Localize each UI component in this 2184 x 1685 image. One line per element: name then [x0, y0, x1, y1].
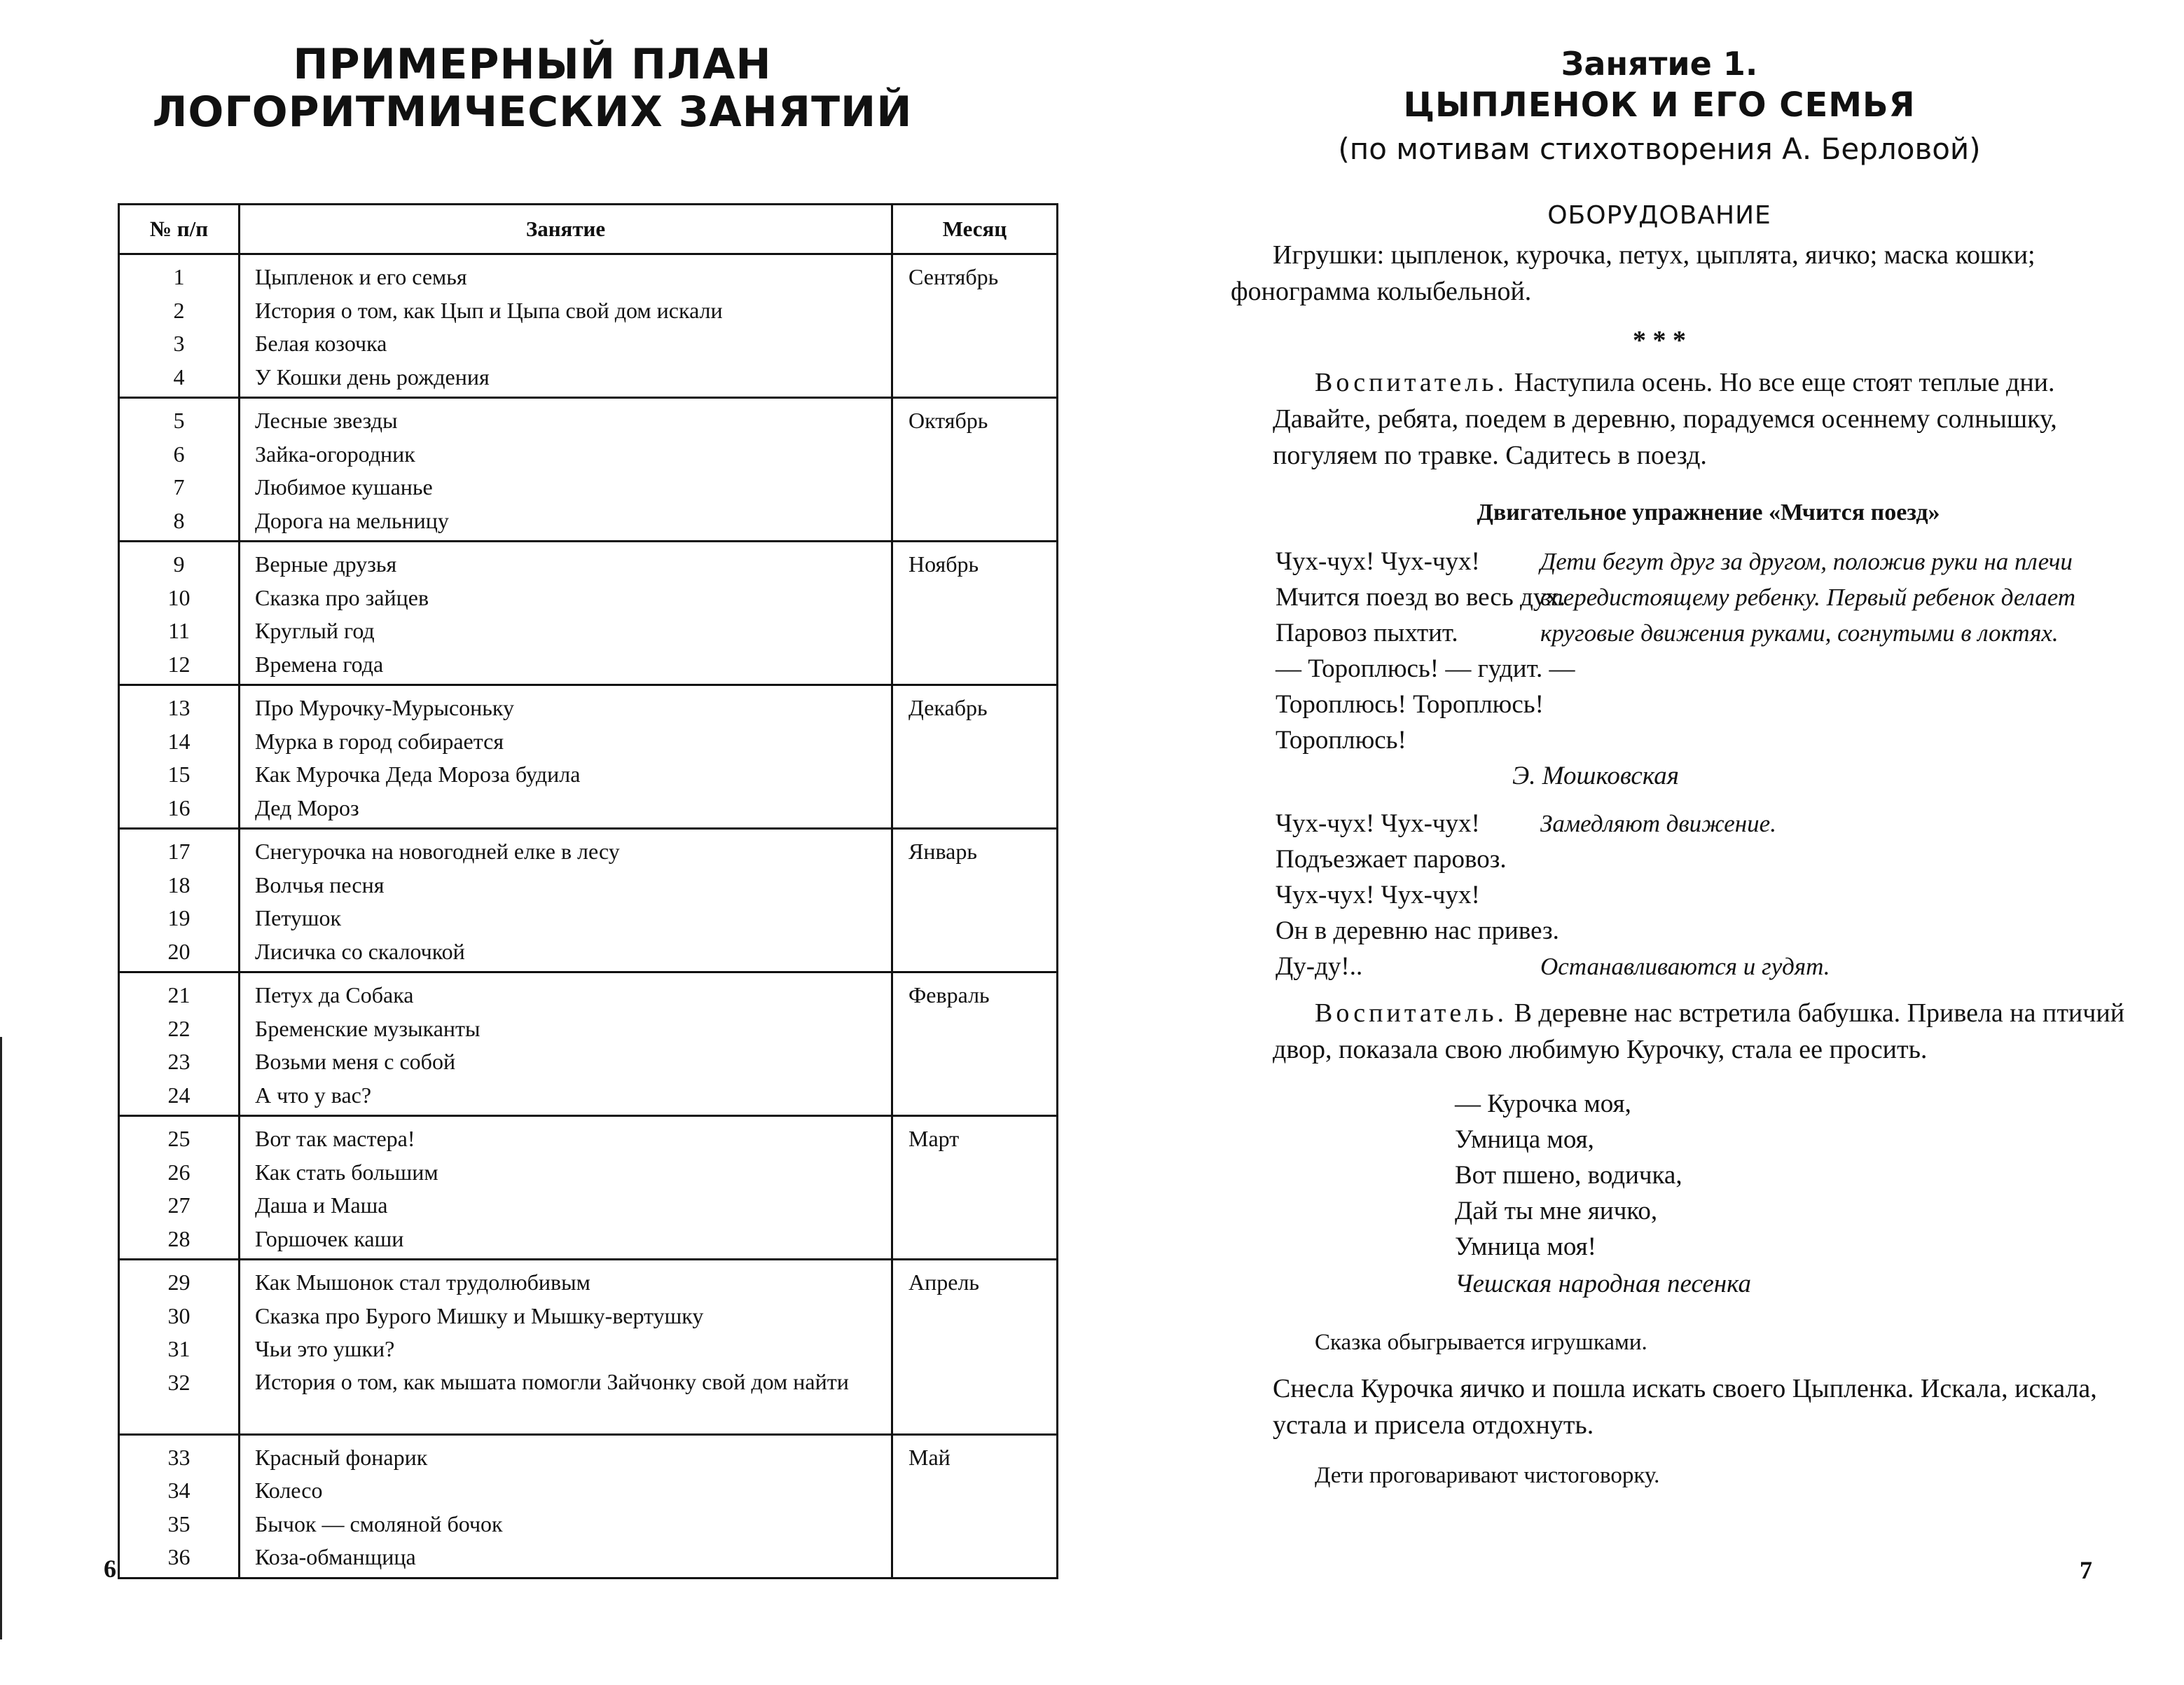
lesson-number: 26 [167, 1159, 191, 1185]
poem-1-author: Э. Мошковская [1512, 762, 1679, 790]
lesson-name: Верные друзья [255, 551, 397, 577]
lesson-number: 16 [167, 795, 191, 820]
lesson-number: 12 [167, 651, 191, 677]
poem-line: Тороплюсь! Тороплюсь! [1276, 690, 1544, 719]
lesson-name: Возьми меня с собой [255, 1049, 456, 1074]
lesson-name: Лисичка со скалочкой [255, 938, 465, 964]
direction-2: Замедляют движение. [1540, 810, 1776, 837]
lesson-number: 34 [167, 1478, 191, 1503]
lesson-name: У Кошки день рождения [255, 364, 490, 390]
month-cell: Май [892, 1434, 1058, 1578]
lesson-number: 20 [167, 938, 191, 964]
lesson-names-cell [240, 829, 892, 972]
lesson-number: 11 [168, 618, 190, 643]
poem-2-last-line: Ду-ду!.. [1276, 952, 1363, 981]
lesson-names-cell [240, 542, 892, 685]
note-1: Сказка обыгрывается игрушками. [1315, 1330, 1647, 1355]
lesson-numbers-cell [119, 542, 240, 685]
lesson-name: Даша и Маша [255, 1192, 388, 1218]
paragraph-2-text: В деревне нас встретила бабушка. Привела на птичий двор, показала свою любимую Курочку, стала ее просить. [1273, 998, 2125, 1064]
month-group [119, 1434, 1058, 1578]
lesson-numbers-cell [119, 398, 240, 542]
lesson-number: 8 [173, 507, 185, 533]
lesson-numbers-cell [119, 829, 240, 972]
lesson-name: Бременские музыканты [255, 1015, 481, 1041]
song-verse [1455, 1086, 2015, 1265]
page-spine-line [0, 1037, 2, 1639]
exercise-heading: Двигательное упражнение «Мчится поезд» [1477, 500, 1940, 525]
month-group [119, 685, 1058, 829]
lesson-numbers-cell [119, 1260, 240, 1435]
lesson-name: Лесные звезды [255, 408, 398, 433]
month-group [119, 829, 1058, 972]
equipment-text: Игрушки: цыпленок, курочка, петух, цыплята, яичко; маска кошки; фонограмма колыбельной. [1231, 240, 2036, 306]
right-page [1092, 0, 2184, 1685]
month-group [119, 254, 1058, 398]
table-row [119, 972, 1058, 1116]
lesson-name: Любимое кушанье [255, 474, 433, 500]
month-cell: Апрель [892, 1260, 1058, 1435]
lesson-name: Снегурочка на новогодней елке в лесу [255, 839, 620, 864]
lesson-name: Горшочек каши [255, 1225, 404, 1251]
lesson-name: Как стать большим [255, 1159, 438, 1185]
lesson-number: 30 [167, 1302, 191, 1328]
lesson-number: 14 [167, 728, 191, 754]
table-header-row [119, 205, 1058, 254]
lesson-numbers-cell [119, 1116, 240, 1260]
lesson-names-cell [240, 685, 892, 829]
month-cell: Февраль [892, 972, 1058, 1116]
lesson-name: Зайка-огородник [255, 441, 415, 467]
lesson-name: Волчья песня [255, 872, 385, 897]
poem-line: Паровоз пыхтит. [1276, 619, 1458, 647]
lesson-number: 5 [173, 408, 185, 433]
lesson-number: 33 [167, 1444, 191, 1470]
poem-line: Тороплюсь! [1276, 726, 1407, 755]
lesson-names-cell [240, 398, 892, 542]
plan-title [112, 41, 953, 136]
song-line: — Курочка моя, [1455, 1089, 1631, 1118]
lesson-number: 13 [167, 695, 191, 720]
month-cell: Декабрь [892, 685, 1058, 829]
song-line: Вот пшено, водичка, [1455, 1161, 1682, 1190]
lesson-label: Занятие 1. [1561, 45, 1758, 83]
lesson-number: 15 [167, 762, 191, 787]
table-row [119, 1116, 1058, 1260]
month-group [119, 398, 1058, 542]
lesson-name: А что у вас? [255, 1082, 372, 1108]
lesson-number: 28 [167, 1225, 191, 1251]
table-row [119, 254, 1058, 398]
month-group [119, 542, 1058, 685]
lesson-number: 18 [167, 872, 191, 897]
lesson-names-cell [240, 1434, 892, 1578]
lesson-name: Коза-обманщица [255, 1544, 416, 1569]
direction-3: Останавливаются и гудят. [1540, 953, 1830, 980]
paragraph-1-text: Наступила осень. Но все еще стоят теплые дни. Давайте, ребята, поедем в деревню, порадуемся осеннему солнышку, погуляем по травке. Садитесь в поезд. [1273, 368, 2057, 470]
lesson-plan-table [118, 203, 1058, 1579]
teacher-paragraph-2 [1273, 995, 2141, 1068]
poem-line: — Тороплюсь! — гудит. — [1276, 654, 1575, 683]
lesson-name: Мурка в город собирается [255, 728, 504, 754]
song-source: Чешская народная песенка [1455, 1270, 1752, 1298]
lesson-number: 1 [173, 264, 185, 289]
month-group [119, 972, 1058, 1116]
section-stars: * * * [1633, 326, 1686, 355]
equipment-heading: ОБОРУДОВАНИЕ [1547, 201, 1771, 230]
lesson-numbers-cell [119, 254, 240, 398]
teacher-paragraph-1 [1273, 364, 2141, 474]
poem-line: Чух-чух! Чух-чух! [1276, 547, 1480, 576]
lesson-number: 23 [167, 1049, 191, 1074]
month-cell: Январь [892, 829, 1058, 972]
teacher-label: Воспитатель. [1315, 368, 1508, 397]
table-row [119, 1434, 1058, 1578]
lesson-number: 10 [167, 584, 191, 610]
direction-1: Дети бегут друг за другом, положив руки на плечи впередистоящему ребенку. Первый ребенок делает круговые движения руками, согнутыми в локтях. [1540, 548, 2076, 647]
poem-line: Чух-чух! Чух-чух! [1276, 809, 1480, 838]
month-cell: Сентябрь [892, 254, 1058, 398]
lesson-number: 19 [167, 905, 191, 930]
lesson-number: 25 [167, 1126, 191, 1151]
lesson-names-cell [240, 254, 892, 398]
lesson-number: 3 [173, 331, 185, 356]
lesson-number: 21 [167, 982, 191, 1007]
lesson-name: Чьи это ушки? [255, 1336, 395, 1361]
poem-line: Чух-чух! Чух-чух! [1276, 881, 1480, 909]
lesson-numbers-cell [119, 972, 240, 1116]
month-group [119, 1260, 1058, 1435]
lesson-number: 36 [167, 1544, 191, 1569]
song-line: Дай ты мне яичко, [1455, 1197, 1658, 1225]
poem-line: Мчится поезд во весь дух. [1276, 583, 1566, 612]
paragraph-3: Снесла Курочка яичко и пошла искать своего Цыпленка. Искала, искала, устала и присела отдохнуть. [1273, 1374, 2097, 1440]
lesson-name: Цыпленок и его семья [255, 264, 467, 289]
month-cell: Март [892, 1116, 1058, 1260]
poem-line: Он в деревню нас привез. [1276, 916, 1559, 945]
lesson-name: Колесо [255, 1478, 323, 1503]
teacher-label-2: Воспитатель. [1315, 998, 1508, 1028]
lesson-name: Дед Мороз [255, 795, 359, 820]
table-row [119, 1260, 1058, 1435]
lesson-name: Сказка про зайцев [255, 584, 429, 610]
song-line: Умница моя! [1455, 1232, 1596, 1261]
lesson-names-cell [240, 1260, 892, 1435]
month-cell: Ноябрь [892, 542, 1058, 685]
lesson-number: 32 [167, 1369, 191, 1395]
lesson-number: 29 [167, 1270, 191, 1295]
lesson-number: 7 [173, 474, 185, 500]
lesson-number: 27 [167, 1192, 191, 1218]
lesson-names-cell [240, 972, 892, 1116]
lesson-number: 6 [173, 441, 185, 467]
lesson-name: Времена года [255, 651, 384, 677]
table-row [119, 829, 1058, 972]
table-row [119, 685, 1058, 829]
lesson-numbers-cell [119, 685, 240, 829]
lesson-name: Вот так мастера! [255, 1126, 415, 1151]
lesson-number: 2 [173, 297, 185, 323]
lesson-names-cell [240, 1116, 892, 1260]
plan-title-line-2: ЛОГОРИТМИЧЕСКИХ ЗАНЯТИЙ [152, 88, 913, 137]
lesson-name: Как Мышонок стал трудолюбивым [255, 1270, 590, 1295]
lesson-number: 24 [167, 1082, 191, 1108]
lesson-name: Дорога на мельницу [255, 507, 449, 533]
header-lesson: Занятие [240, 205, 892, 254]
table-row [119, 398, 1058, 542]
page-number-left: 6 [104, 1555, 116, 1583]
month-group [119, 1116, 1058, 1260]
note-2: Дети проговаривают чистоговорку. [1315, 1463, 1660, 1488]
lesson-name: Красный фонарик [255, 1444, 428, 1470]
page-number-right: 7 [2080, 1556, 2092, 1584]
poem-line: Подъезжает паровоз. [1276, 845, 1507, 874]
lesson-number: 35 [167, 1511, 191, 1536]
table-row [119, 542, 1058, 685]
lesson-name: Про Мурочку-Мурысоньку [255, 695, 514, 720]
lesson-number: 4 [173, 364, 185, 390]
lesson-name: Петушок [255, 905, 342, 930]
lesson-name: Петух да Собака [255, 982, 414, 1007]
lesson-name: Сказка про Бурого Мишку и Мышку-вертушку [255, 1302, 704, 1328]
lesson-name: Как Мурочка Деда Мороза будила [255, 762, 581, 787]
lesson-subtitle: (по мотивам стихотворения А. Берловой) [1338, 132, 1981, 166]
lesson-name: Бычок — смоляной бочок [255, 1511, 503, 1536]
lesson-number: 22 [167, 1015, 191, 1041]
lesson-title: ЦЫПЛЕНОК И ЕГО СЕМЬЯ [1403, 85, 1916, 125]
plan-title-line-1: ПРИМЕРНЫЙ ПЛАН [293, 40, 772, 89]
lesson-numbers-cell [119, 1434, 240, 1578]
lesson-number: 9 [173, 551, 185, 577]
lesson-name: Круглый год [255, 618, 375, 643]
song-line: Умница моя, [1455, 1125, 1594, 1154]
month-cell: Октябрь [892, 398, 1058, 542]
lesson-number: 17 [167, 839, 191, 864]
lesson-name: Белая козочка [255, 331, 387, 356]
lesson-number: 31 [167, 1336, 191, 1361]
lesson-name: История о том, как Цып и Цыпа свой дом искали [255, 297, 723, 323]
header-number: № п/п [119, 205, 240, 254]
header-month: Месяц [892, 205, 1058, 254]
lesson-name: История о том, как мышата помогли Зайчонку свой дом найти [255, 1368, 849, 1394]
